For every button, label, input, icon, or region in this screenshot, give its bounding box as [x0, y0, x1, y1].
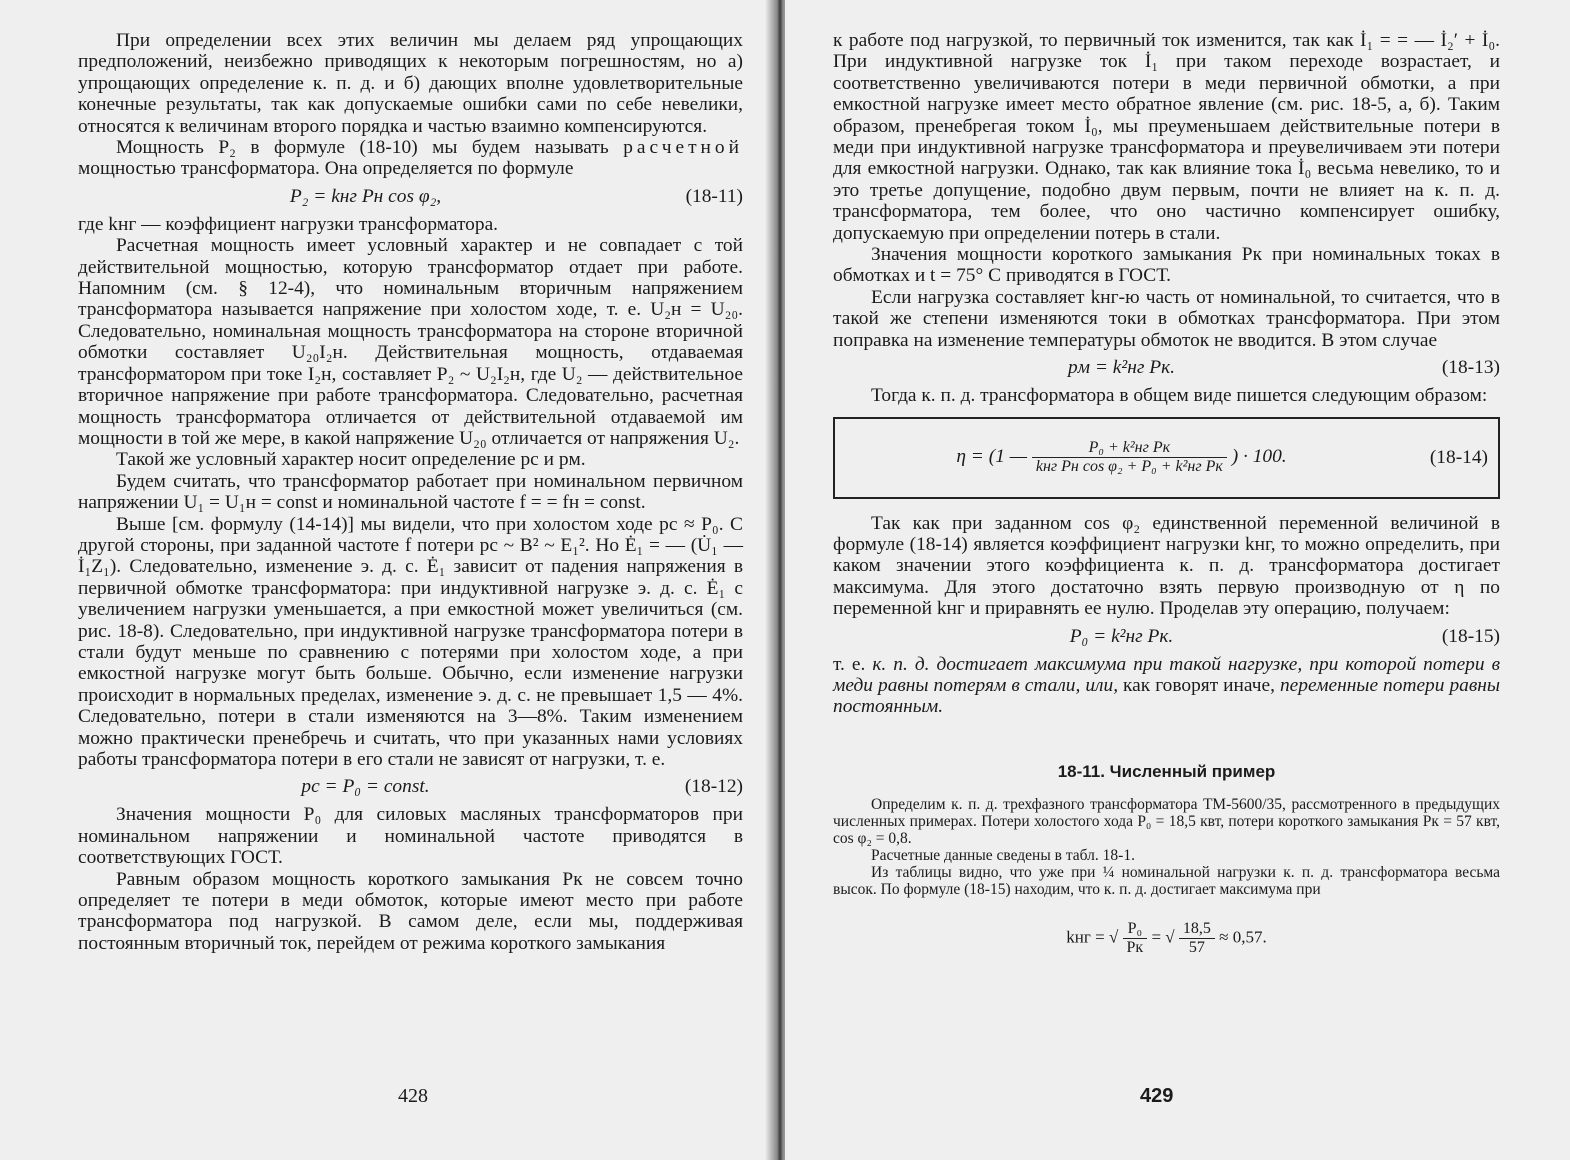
fraction-denominator: Pк [1126, 938, 1144, 956]
formula-box-18-14 [833, 417, 1500, 499]
paragraph: Расчетные данные сведены в табл. 18-1. [871, 846, 1135, 864]
paragraph: При определении всех этих величин мы делаем ряд упрощающих предположений, неизбежно приводящих к некоторым погрешностям, но а) упрощающих определение к. п. д. и б) дающих вполне удовлетворительные конечные результаты, так как допускаемые ошибки сами по себе невелики, относятся к величинам второго порядка и частью взаимно компенсируются. [78, 30, 743, 137]
italic-text: переменные потери равны постоянным. [833, 674, 1500, 718]
paragraph: Определим к. п. д. трехфазного трансформатора ТМ-5600/35, рассмотренного в предыдущих численных примерах. Потери холостого хода P₀ = 18,5 квт, потери короткого замыкания Pк = 57 квт, cos φ₂ = 0,8. [833, 795, 1500, 847]
paragraph: Тогда к. п. д. трансформатора в общем виде пишется следующим образом: [871, 385, 1488, 407]
spaced-term: расчетной [623, 137, 743, 159]
page-number: 428 [398, 1085, 428, 1107]
paragraph: Равным образом мощность короткого замыкания Pк не совсем точно определяет те потери в меди обмоток, которые имеют место при работе трансформатора под нагрузкой. В самом деле, если мы, поддерживая постоянным вторичный ток, перейдем от режима короткого замыкания [78, 868, 743, 954]
fraction-numerator: P₀ + k²нг Pк [1032, 439, 1227, 458]
text-run: т. е. [833, 653, 873, 675]
formula-18-12 [78, 770, 743, 804]
section-title: 18-11. Численный пример [1057, 761, 1276, 781]
right-page [785, 0, 1570, 1160]
italic-text: к. п. д. достигает максимума при такой нагрузке, при которой потери в меди равны потерям в стали, или, [833, 653, 1500, 696]
example-block [833, 796, 1500, 898]
fraction-numerator: P₀ [1123, 920, 1148, 939]
formula-18-13 [833, 351, 1500, 385]
paragraph [833, 654, 1500, 718]
formula-18-15 [833, 620, 1500, 654]
formula-lhs: η = (1 — [956, 445, 1027, 467]
left-page [0, 0, 775, 1160]
formula-lhs: kнг = √ [1066, 927, 1119, 947]
paragraph: Из таблицы видно, что уже при ¼ номинальной нагрузки к. п. д. трансформатора весьма высок. По формуле (18-15) находим, что к. п. д. достигает максимума при [833, 863, 1500, 898]
formula-expression: pм = k²нг Pк. [1067, 357, 1176, 379]
sqrt-formula [833, 920, 1500, 957]
formula-number: (18-15) [1441, 625, 1500, 647]
formula-mid: = √ [1151, 927, 1175, 947]
formula-rhs: ≈ 0,57. [1219, 927, 1267, 947]
fraction-denominator: 57 [1188, 938, 1205, 956]
formula-18-11 [78, 180, 743, 214]
page-number: 429 [1140, 1085, 1174, 1107]
formula-expression: P₂ = kнг Pн cos φ₂, [289, 185, 442, 207]
paragraph: Значения мощности P₀ для силовых масляных трансформаторов при номинальном напряжении и номинальной частоте приводятся в соответствующих ГОСТ. [78, 804, 743, 869]
formula-expression [845, 439, 1398, 476]
formula-fraction [1032, 439, 1227, 476]
formula-expression: P₀ = k²нг Pк. [1069, 625, 1174, 647]
formula-number: (18-13) [1441, 357, 1500, 379]
fraction-numerator: 18,5 [1179, 920, 1215, 939]
formula-fraction [1179, 920, 1215, 957]
paragraph: Значения мощности короткого замыкания Pк при номинальных токах в обмотках и t = 75° C приводятся в ГОСТ. [833, 244, 1500, 287]
text-run: мощностью трансформатора. Она определяется по формуле [78, 158, 574, 180]
formula-18-14 [845, 419, 1488, 497]
formula-number: (18-12) [684, 776, 743, 798]
text-run: как говорят иначе, [1118, 674, 1280, 696]
text-run: Мощность P₂ в формуле (18-10) мы будем называть [116, 137, 624, 159]
formula-expression: pс = P₀ = const. [301, 776, 430, 798]
paragraph: Так как при заданном cos φ₂ единственной переменной величиной в формуле (18-14) является коэффициент нагрузки kнг, то можно определить, при каком значении этого коэффициента к. п. д. трансформатора достигает максимума. Для этого достаточно взять первую производную от η по переменной kнг и приравнять ее нулю. Проделав эту операцию, получаем: [833, 512, 1500, 620]
formula-number: (18-14) [1429, 446, 1488, 468]
paragraph: Расчетная мощность имеет условный характер и не совпадает с той действительной мощностью, которую трансформатор отдает при работе. Напомним (см. § 12-4), что номинальным вторичным напряжением трансформатора называется напряжение при холостом ходе, т. е. U₂н = U₂₀. Следовательно, номинальная мощность трансформатора на стороне вторичной обмотки составляет U₂₀I₂н. Действительная мощность, отдаваемая трансформатором при токе I₂н, составляет P₂ ~ U₂I₂н, где U₂ — действительное вторичное напряжение при работе трансформатора. Следовательно, расчетная мощность трансформатора отличается от действительной отдаваемой им мощности в той же мере, в какой напряжение U₂₀ отличается от напряжения U₂. [78, 235, 743, 449]
paragraph: Если нагрузка составляет kнг-ю часть от номинальной, то считается, что в такой же степени изменяются токи в обмотках трансформатора. При этом поправка на изменение температуры обмоток не вводится. В этом случае [833, 286, 1500, 351]
paragraph: Такой же условный характер носит определение pс и pм. [116, 449, 586, 471]
paragraph: Будем считать, что трансформатор работает при номинальном первичном напряжении U₁ = U₁н = const и номинальной частоте f = = fн = const. [78, 470, 743, 514]
paragraph: к работе под нагрузкой, то первичный ток изменится, так как İ₁ = = — İ₂′ + İ₀. При индуктивной нагрузке ток İ₁ при таком переходе возрастает, и соответственно увеличиваются потери в меди первичной обмотки, а при емкостной нагрузке имеет место обратное явление (см. рис. 18-5, а, б). Таким образом, пренебрегая током İ₀, мы преуменьшаем действительные потери в меди при индуктивной нагрузке трансформатора и преувеличиваем эти потери для емкостной нагрузки. Однако, так как влияние тока İ₀ весьма невелико, то и это третье допущение, подобно двум первым, почти не влияет на к. п. д. трансформатора, тем более, что оно частично компенсирует ошибку, допускаемую при определении потерь в стали. [833, 30, 1500, 244]
formula-rhs: ) · 100. [1231, 445, 1287, 467]
formula-number: (18-11) [685, 185, 743, 207]
formula-fraction [1123, 920, 1148, 957]
fraction-denominator: kнг Pн cos φ₂ + P₀ + k²нг Pк [1035, 458, 1223, 475]
paragraph: где kнг — коэффициент нагрузки трансформатора. [78, 213, 499, 235]
paragraph [78, 137, 743, 180]
paragraph: Выше [см. формулу (14-14)] мы видели, что при холостом ходе pс ≈ P₀. С другой стороны, при заданной частоте f потери pс ~ B² ~ E₁². Но Ė₁ = — (U̇₁ — İ₁Z₁). Следовательно, изменение э. д. с. Ė₁ зависит от падения напряжения в первичной обмотке трансформатора: при индуктивной нагрузке э. д. с. Ė₁ с увеличением нагрузки уменьшается, а при емкостной может увеличиться (см. рис. 18-8). Следовательно, при индуктивной нагрузке трансформатора потери в стали будут меньше по сравнению с потерями при холостом ходе, а при емкостной нагрузке могут быть больше. Обычно, если изменение нагрузки происходит в нормальных пределах, изменение э. д. с. не превышает 1,5 — 4%. Следовательно, потери в стали изменяются на 3—8%. Таким изменением можно практически пренебречь и считать, что при указанных нами условиях работы трансформатора потери в его стали не зависят от нагрузки, т. е. [78, 513, 743, 770]
